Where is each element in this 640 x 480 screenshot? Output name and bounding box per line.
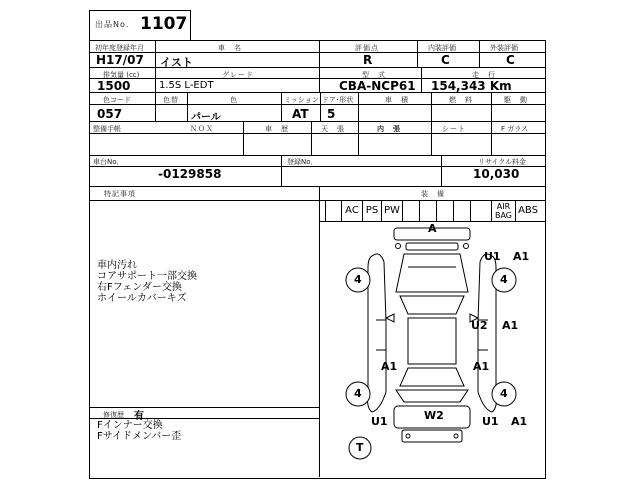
car-diagram — [320, 222, 544, 477]
color-code-value: 057 — [97, 107, 123, 121]
equipment-airbag: AIR BAG — [491, 201, 515, 221]
recycle-value: 10,030 — [473, 167, 520, 181]
mileage-value: 154,343 Km — [431, 79, 512, 93]
equipment-cell — [325, 201, 341, 221]
equipment-cell — [419, 201, 436, 221]
color-type-value: パール — [191, 112, 221, 123]
equipment-row — [325, 201, 540, 221]
drive-label: 駆 動 — [504, 96, 528, 104]
divider — [431, 121, 432, 156]
divider — [243, 121, 244, 156]
equipment-abs: ABS — [515, 201, 540, 221]
divider — [319, 40, 320, 93]
divider — [187, 92, 188, 122]
equipment-pw: PW — [381, 201, 402, 221]
divider — [281, 155, 282, 187]
divider — [311, 121, 312, 156]
repair-label: 修復歴 — [103, 411, 124, 419]
displacement-value: 1500 — [97, 79, 131, 93]
divider — [281, 92, 282, 122]
lot-label: 出品No． — [95, 20, 135, 29]
repair-list — [97, 420, 181, 442]
remark-line: 車内汚れ — [97, 260, 137, 271]
first-reg-value: H17/07 — [96, 53, 144, 67]
mark-left-rear-a: A1 — [381, 360, 398, 373]
transmission-value: AT — [292, 107, 309, 121]
mark-bottom-right-a: A1 — [511, 415, 528, 428]
mark-right-rear-a: A1 — [473, 360, 490, 373]
divider — [431, 92, 432, 122]
equipment-ps: PS — [362, 201, 381, 221]
repair-value: 有 — [134, 411, 144, 422]
color-type-label: 色替 — [163, 96, 179, 104]
model-label: 型 式 — [362, 71, 386, 79]
divider — [479, 40, 480, 68]
remark-line: 右Fフェンダー交換 — [97, 282, 182, 293]
divider — [89, 133, 546, 134]
interior-label: 内装評価 — [428, 44, 456, 52]
chassis-label: 車台No． — [93, 158, 124, 166]
divider — [491, 121, 492, 156]
mark-bottom-left-u: U1 — [371, 415, 388, 428]
repair-line: Fインナー交換 — [97, 420, 163, 431]
mark-front-right-u: U1 — [484, 250, 501, 263]
remark-line: コアサポート一部交換 — [97, 271, 197, 282]
divider — [155, 40, 156, 122]
displacement-label: 排気量 (cc) — [103, 71, 140, 79]
doors-value: 5 — [327, 107, 336, 121]
notebook-label: 整備手帳 — [93, 125, 121, 133]
divider — [421, 67, 422, 93]
equipment-cell — [470, 201, 491, 221]
divider — [89, 186, 546, 187]
fuel-label: 燃 料 — [449, 96, 473, 104]
mark-front-right-tire: 4 — [500, 273, 508, 286]
divider — [358, 92, 359, 122]
divider — [320, 92, 321, 122]
first-reg-label: 初年度登録年月 — [95, 44, 144, 52]
divider — [89, 121, 546, 122]
exterior-label: 外装評価 — [490, 44, 518, 52]
history-label: 車 歴 — [265, 125, 289, 133]
interior-trim-label: 内 張 — [377, 125, 401, 133]
repair-line: Fサイドメンバー歪 — [97, 431, 182, 442]
reg-label: 登録No． — [287, 158, 318, 166]
color-code-label: 色コード — [103, 96, 131, 104]
remark-line: ホイールカバーキズ — [97, 293, 187, 304]
car-name-label: 車 名 — [218, 44, 242, 52]
divider — [89, 52, 546, 53]
equipment-label: 装 備 — [421, 190, 445, 198]
remarks-label: 特記事項 — [104, 190, 136, 198]
equipment-cell — [436, 201, 453, 221]
doors-label: ドア･形状 — [322, 96, 354, 104]
interior-value: C — [441, 53, 450, 67]
model-value: CBA-NCP61 — [339, 79, 416, 93]
grade-label: グレード — [222, 71, 254, 79]
divider — [358, 121, 359, 156]
color-label: 色 — [230, 96, 238, 104]
equipment-cell — [402, 201, 419, 221]
transmission-label: ミッション — [284, 96, 319, 104]
grade-value: 1.5S L-EDT — [159, 80, 214, 91]
mark-front-left-tire: 4 — [354, 273, 362, 286]
equipment-cell — [453, 201, 470, 221]
mileage-label: 走 行 — [472, 71, 496, 79]
score-label: 評価点 — [355, 44, 379, 52]
recycle-label: リサイクル料金 — [478, 158, 527, 166]
lot-number: 1107 — [140, 14, 188, 34]
mark-front-right-a: A1 — [513, 250, 530, 263]
chassis-value: -0129858 — [158, 167, 222, 181]
mark-bottom-right-u: U1 — [482, 415, 499, 428]
nox-label: ＮＯＸ — [190, 125, 214, 133]
mark-bottom-center: W2 — [424, 409, 444, 422]
divider — [417, 40, 418, 68]
mark-rear-right-tire: 4 — [500, 387, 508, 400]
mark-top-center: A — [428, 222, 437, 235]
remarks-list — [97, 260, 197, 304]
divider — [441, 155, 442, 187]
seat-label: シート — [442, 125, 466, 133]
mark-rear-left-tire: 4 — [354, 387, 362, 400]
capacity-label: 車 積 — [385, 96, 409, 104]
mark-right-mid-u: U2 — [471, 319, 488, 332]
divider — [89, 155, 546, 156]
equipment-ac: AC — [341, 201, 362, 221]
divider — [491, 92, 492, 122]
car-name-value: イスト — [160, 56, 193, 69]
exterior-value: C — [506, 53, 515, 67]
divider — [89, 407, 319, 408]
score-value: R — [363, 53, 373, 67]
glass-label: F ガラス — [501, 125, 529, 133]
divider — [89, 67, 546, 68]
mark-tire-t: T — [356, 441, 364, 454]
sunroof-label: 天 張 — [321, 125, 345, 133]
mark-right-mid-a: A1 — [502, 319, 519, 332]
